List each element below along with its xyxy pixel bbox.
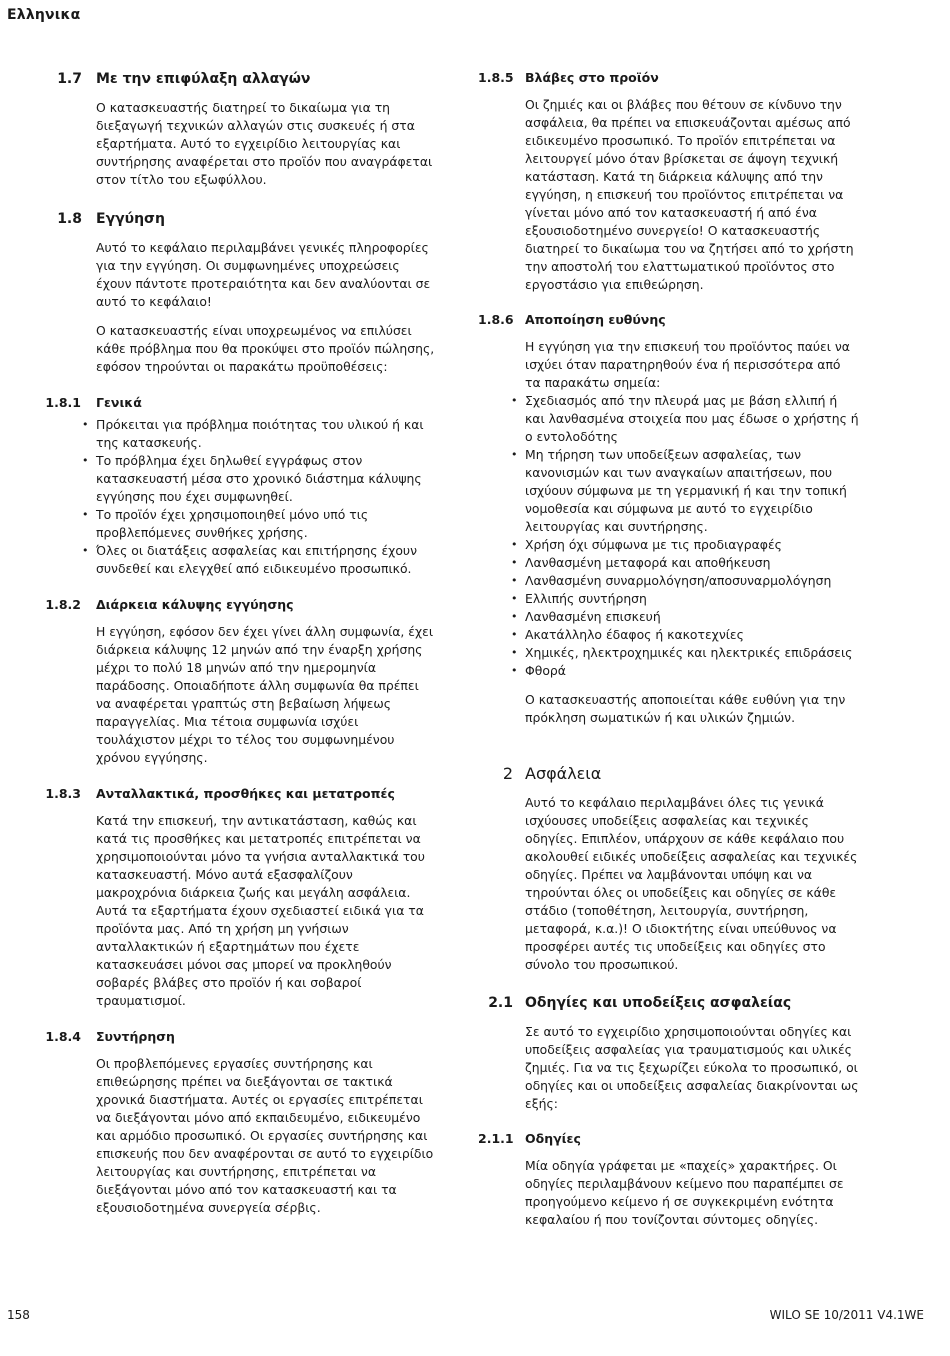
section-title: Συντήρηση [96,1029,175,1044]
section-title: Γενικά [96,395,142,410]
section-heading [478,312,950,328]
chapter-number: 2 [502,764,513,783]
list-item: • Χημικές, ηλεκτροχημικές και ηλεκτρικές επιδράσεις [511,644,860,662]
section-2 [478,764,950,974]
paragraph: Ο κατασκευαστής διατηρεί το δικαίωμα για τη διεξαγωγή τεχνικών αλλαγών στις συσκευές ή στα εξαρτήματα. Αυτό το εγχειρίδιο λειτουργίας και συντήρησης αναφέρεται στο προϊόν που αναγράφεται στον τίτλο του εξωφύλλου. [96,100,433,187]
paragraph: Η εγγύηση, εφόσον δεν έχει γίνει άλλη συμφωνία, έχει διάρκεια κάλυψης 12 μηνών από την έναρξη χρήσης μέχρι το πολύ 18 μηνών από την ημερομηνία παράδοσης. Οποιαδήποτε άλλη συμφωνία θα πρέπει να αναφέρεται γραπτώς στη βεβαίωση λήψεως παραγγελίας. Μια τέτοια συμφωνία ισχύει τουλάχιστον μέχρι το τέλος του συμφωνημένου χρόνου εγγύησης. [96,624,434,765]
list-item: • Φθορά [511,662,860,680]
document-id: WILO SE 10/2011 V4.1WE [769,1308,924,1322]
section-title: Οδηγίες και υποδείξεις ασφαλείας [525,995,792,1011]
paragraph: Μία οδηγία γράφεται με «παχείς» χαρακτήρες. Οι οδηγίες περιλαμβάνουν κείμενο που παραπέμπει σε προηγούμενο κείμενο ή σε συγκεκριμένη ενότητα κεφαλαίου ή που τονίζονται σύντομες οδηγίες. [525,1158,844,1227]
list-item: • Πρόκειται για πρόβλημα ποιότητας του υλικού ή και της κατασκευής. [82,416,436,452]
section-heading [0,786,470,802]
list-item: • Όλες οι διατάξεις ασφαλείας και επιτήρησης έχουν συνδεθεί και ελεγχθεί από ειδικευμένο προσωπικό. [82,542,436,578]
section-1-8-1 [0,395,470,578]
paragraph: Αυτό το κεφάλαιο περιλαμβάνει όλες τις γενικά ισχύουσες υποδείξεις ασφαλείας και τεχνικές οδηγίες. Επιπλέον, υπάρχουν σε κάθε κεφάλαιο που ακολουθεί ειδικές υποδείξεις ασφαλείας και τεχνικές οδηγίες. Πρέπει να λαμβάνονται υπόψη και να τηρούνται όλες οι υποδείξεις και οδηγίες σε κάθε στάδιο (τοποθέτηση, λειτουργία, συντήρηση, μεταφορά, κ.α.)! Ο ιδιοκτήτης είναι υπεύθυνος να προσφέρει αυτές τις υποδείξεις και οδηγίες στο σύνολο του προσωπικού. [525,795,858,972]
section-1-8-5 [478,70,950,294]
section-1-8-6 [478,312,950,727]
list-item: • Λανθασμένη επισκευή [511,608,860,626]
bullet-list [82,416,436,578]
page-number: 158 [7,1308,30,1322]
list-item: • Χρήση όχι σύμφωνα με τις προδιαγραφές [511,536,860,554]
list-item: • Σχεδιασμός από την πλευρά μας με βάση ελλιπή ή και λανθασμένα στοιχεία που μας έδωσε ο χρήστης ή ο εντολοδότης [511,392,860,446]
section-title: Ανταλλακτικά, προσθήκες και μετατροπές [96,786,395,801]
section-number: 1.8.5 [478,70,514,85]
section-number: 1.8.2 [45,597,81,612]
section-title: Αποποίηση ευθύνης [525,312,666,327]
list-item: • Λανθασμένη συναρμολόγηση/αποσυναρμολόγηση [511,572,860,590]
left-column [0,70,470,1217]
paragraph: Η εγγύηση για την επισκευή του προϊόντος παύει να ισχύει όταν παρατηρηθούν ένα ή περισσότερα από τα παρακάτω σημεία: [525,339,850,390]
list-item: • Ακατάλληλο έδαφος ή κακοτεχνίες [511,626,860,644]
list-item: • Λανθασμένη μεταφορά και αποθήκευση [511,554,860,572]
language-label: Ελληνικα [7,7,81,23]
section-1-8-3 [0,786,470,1010]
section-2-1-1 [478,1131,950,1229]
section-1-7 [0,70,470,189]
right-column [478,70,950,1229]
section-heading [478,70,950,86]
section-number: 1.8.1 [45,395,81,410]
section-2-1 [478,994,950,1113]
section-number: 2.1 [488,995,513,1011]
section-number: 1.8 [57,211,82,227]
section-heading [0,597,470,613]
section-title: Διάρκεια κάλυψης εγγύησης [96,597,294,612]
section-heading [478,1131,950,1147]
section-number: 1.8.6 [478,312,514,327]
bullet-list [511,392,860,680]
section-heading [0,1029,470,1045]
list-item: • Μη τήρηση των υποδείξεων ασφαλείας, των κανονισμών και των αναγκαίων απαιτήσεων, που ισχύουν σύμφωνα με τη γερμανική ή και την τοπική νομοθεσία και σύμφωνα με αυτό το εγχειρίδιο λειτουργίας και συντήρησης. [511,446,860,536]
section-heading [0,395,470,411]
section-heading [0,210,470,228]
section-1-8-2 [0,597,470,767]
chapter-heading [478,764,950,784]
paragraph: Ο κατασκευαστής είναι υποχρεωμένος να επιλύσει κάθε πρόβλημα που θα προκύψει στο προϊόν πώλησης, εφόσον τηρούνται οι παρακάτω προϋποθέσεις: [96,323,435,374]
section-number: 1.8.3 [45,786,81,801]
section-heading [478,994,950,1012]
paragraph: Οι ζημιές και οι βλάβες που θέτουν σε κίνδυνο την ασφάλεια, θα πρέπει να επισκευάζονται αμέσως από ειδικευμένο προσωπικό. Το προϊόν επιτρέπεται να λειτουργεί μόνο όταν βρίσκεται σε άψογη τεχνική κατάσταση. Κατά τη διάρκεια κάλυψης από την εγγύηση, η επισκευή του προϊόντος επιτρέπεται να γίνεται μόνο από τον κατασκευαστή ή από ένα εξουσιοδοτημένο συνεργείο! Ο κατασκευαστής διατηρεί το δικαίωμα του να ζητήσει από το χρήστη την αποστολή του ελαττωματικού προϊόντος στο εργοστάσιο για επιθεώρηση. [525,97,854,292]
paragraph: Σε αυτό το εγχειρίδιο χρησιμοποιούνται οδηγίες και υποδείξεις ασφαλείας για τραυματισμούς και υλικές ζημιές. Για να τις ξεχωρίζει εύκολα το προσωπικό, οι οδηγίες και οι υποδείξεις ασφαλείας διακρίνονται ως εξής: [525,1024,859,1111]
section-title: Οδηγίες [525,1131,581,1146]
section-number: 1.8.4 [45,1029,81,1044]
list-item: • Ελλιπής συντήρηση [511,590,860,608]
section-number: 2.1.1 [478,1131,514,1146]
section-1-8 [0,210,470,376]
section-title: Με την επιφύλαξη αλλαγών [96,71,311,87]
section-title: Εγγύηση [96,211,165,227]
paragraph: Ο κατασκευαστής αποποιείται κάθε ευθύνη για την πρόκληση σωματικών ή και υλικών ζημιών. [525,692,846,725]
paragraph: Κατά την επισκευή, την αντικατάσταση, καθώς και κατά τις προσθήκες και μετατροπές επιτρέπεται να χρησιμοποιούνται μόνο τα γνήσια ανταλλακτικά του κατασκευαστή. Μόνο αυτά εξασφαλίζουν μακροχρόνια διάρκεια ζωής και μεγάλη ασφάλεια. Αυτά τα εξαρτήματα έχουν σχεδιαστεί ειδικά για τα προϊόντα μας. Από τη χρήση μη γνήσιων ανταλλακτικών ή εξαρτημάτων που έχετε κατασκευάσει μόνοι σας μπορεί να προκληθούν σοβαρές βλάβες στο προϊόν ή και σοβαροί τραυματισμοί. [96,813,425,1008]
list-item: • Το προϊόν έχει χρησιμοποιηθεί μόνο υπό τις προβλεπόμενες συνθήκες χρήσης. [82,506,436,542]
chapter-title: Ασφάλεια [525,764,602,783]
section-heading [0,70,470,88]
paragraph: Οι προβλεπόμενες εργασίες συντήρησης και επιθεώρησης πρέπει να διεξάγονται σε τακτικά χρονικά διαστήματα. Αυτές οι εργασίες επιτρέπεται να διεξάγονται μόνο από εκπαιδευμένο, ειδικευμένο και αρμόδιο προσωπικό. Οι εργασίες συντήρησης και επισκευής που δεν αναφέρονται σε αυτό το εγχειρίδιο λειτουργίας και συντήρησης, επιτρέπεται να διεξάγονται μόνο από τον κατασκευαστή και τα εξουσιοδοτημένα συνεργεία σέρβις. [96,1056,434,1215]
section-number: 1.7 [57,71,82,87]
list-item: • Το πρόβλημα έχει δηλωθεί εγγράφως στον κατασκευαστή μέσα στο χρονικό διάστημα κάλυψης εγγύησης που έχει συμφωνηθεί. [82,452,436,506]
section-1-8-4 [0,1029,470,1217]
paragraph: Αυτό το κεφάλαιο περιλαμβάνει γενικές πληροφορίες για την εγγύηση. Οι συμφωνημένες υποχρεώσεις έχουν πάντοτε προτεραιότητα και δεν αναλύονται σε αυτό το κεφάλαιο! [96,240,431,309]
section-title: Βλάβες στο προϊόν [525,70,659,85]
